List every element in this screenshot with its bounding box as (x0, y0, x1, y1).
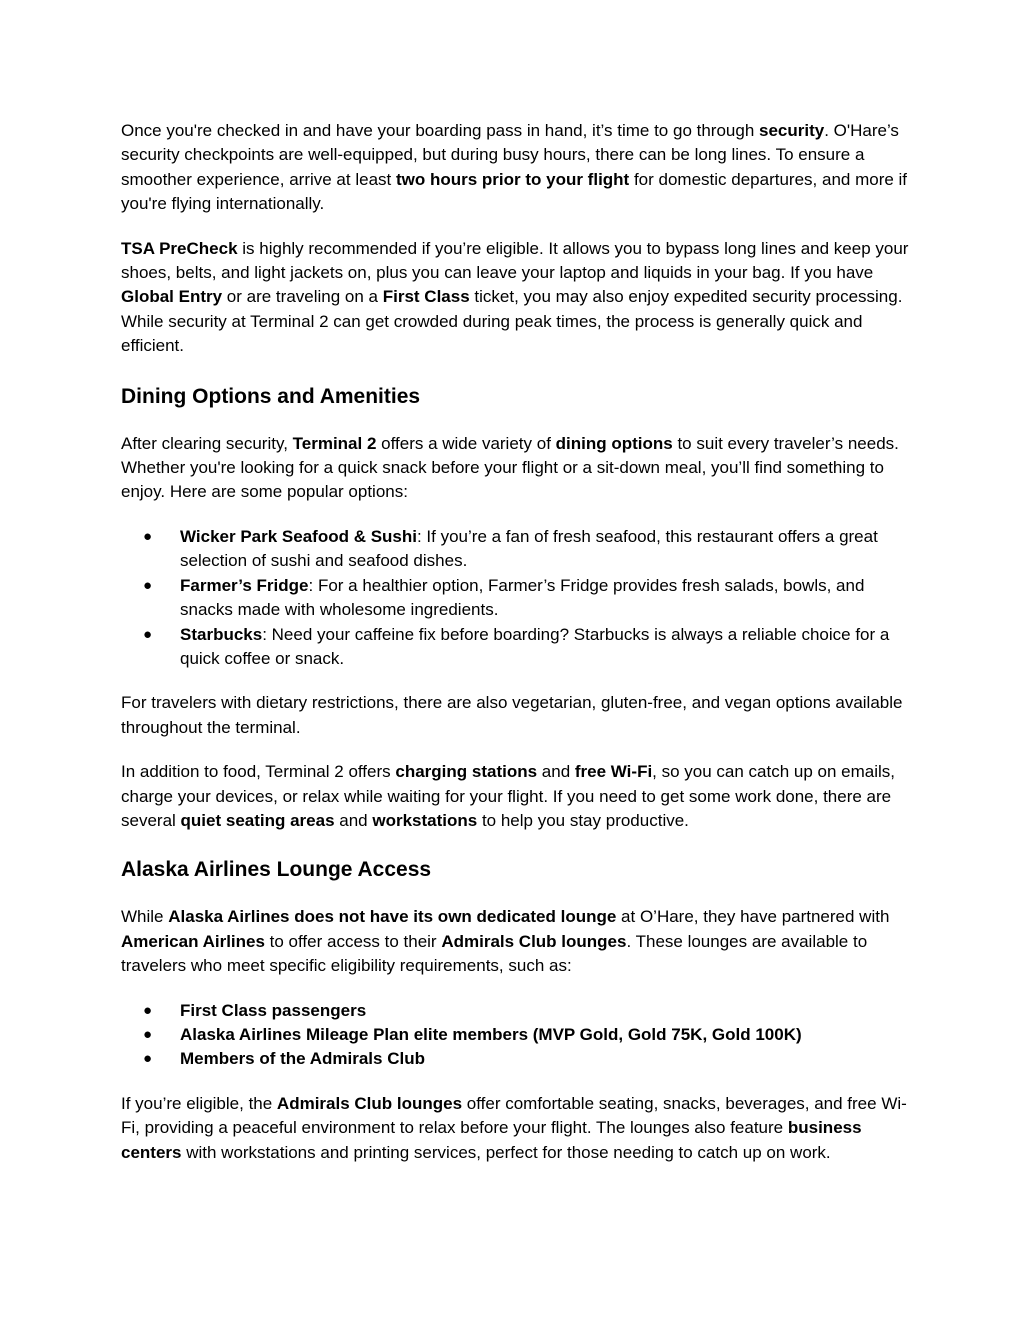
list-item-title: First Class passengers (180, 1000, 367, 1020)
dining-list (121, 525, 911, 671)
list-item (121, 999, 911, 1023)
list-item: ● Farmer’s Fridge: For a healthier option, Farmer’s Fridge provides fresh salads, bowls, and snacks made with wholesome ingredients. (143, 575, 865, 620)
bullet-icon: ● (143, 1050, 153, 1068)
quiet-seating-emphasis: quiet seating areas (180, 810, 335, 830)
security-emphasis: security (759, 121, 825, 140)
lounge-eligibility-list (121, 999, 911, 1072)
bullet-icon: ● (143, 625, 153, 643)
list-item-title: Farmer’s Fridge (180, 575, 309, 595)
bullet-icon: ● (143, 527, 153, 545)
global-entry-emphasis: Global Entry (121, 287, 223, 307)
list-item (121, 1047, 911, 1071)
dining-heading: Dining Options and Amenities (121, 384, 421, 408)
lounge-heading: Alaska Airlines Lounge Access (121, 858, 432, 882)
dietary-paragraph: For travelers with dietary restrictions, there are also vegetarian, gluten-free, and vegan options available throughout the terminal. (121, 693, 903, 737)
precheck-paragraph: TSA PreCheck is highly recommended if you’re eligible. It allows you to bypass long lines and keep your shoes, belts, and light jackets on, plus you can leave your laptop and liquids in your bag. If you have Global Entry or are traveling on a First Class ticket, you may also enjoy expedited security processing. While security at Terminal 2 can get crowded during peak times, the process is generally quick and efficient. (121, 238, 909, 356)
first-class-emphasis: First Class (382, 287, 470, 307)
no-dedicated-lounge-emphasis: Alaska Airlines does not have its own dedicated lounge (168, 907, 617, 927)
admirals-club-lounges-emphasis: Admirals Club lounges (276, 1093, 463, 1113)
two-hours-emphasis: two hours prior to your flight (395, 169, 630, 189)
security-paragraph: Once you're checked in and have your boarding pass in hand, it’s time to go through security. O'Hare’s security checkpoints are well-equipped, but during busy hours, there can be long lines. To ensure a smoother experience, arrive at least two hours prior to your flight for domestic departures, and more if you're flying internationally. (121, 121, 908, 214)
tsa-precheck-emphasis: TSA PreCheck (121, 238, 238, 258)
dining-paragraph: After clearing security, Terminal 2 offers a wide variety of dining options to suit every traveler’s needs. Whether you're looking for a quick snack before your flight or a sit-down meal, you’ll find something to enjoy. Here are some popular options: (121, 433, 899, 502)
bullet-icon: ● (143, 576, 153, 594)
american-airlines-emphasis: American Airlines (121, 931, 265, 951)
document-page (121, 119, 911, 1185)
lounge-paragraph: While Alaska Airlines does not have its own dedicated lounge at O’Hare, they have partnered with American Airlines to offer access to their Admirals Club lounges. These lounges are available to travelers who meet specific eligibility requirements, such as: (121, 907, 890, 976)
bullet-icon: ● (143, 1001, 153, 1019)
list-item-title: Starbucks (180, 624, 263, 644)
list-item: ● Starbucks: Need your caffeine fix before boarding? Starbucks is always a reliable choice for a quick coffee or snack. (143, 624, 890, 668)
admirals-club-emphasis: Admirals Club lounges (441, 931, 627, 951)
list-item-title: Members of the Admirals Club (180, 1049, 425, 1069)
free-wifi-emphasis: free Wi-Fi (574, 762, 653, 782)
list-item-title: Wicker Park Seafood & Sushi (180, 526, 417, 546)
workstations-emphasis: workstations (372, 810, 478, 830)
amenities-paragraph: In addition to food, Terminal 2 offers charging stations and free Wi-Fi, so you can catch up on emails, charge your devices, or relax while waiting for your flight. If you need to get some work done, there are several quiet seating areas and workstations to help you stay productive. (121, 762, 896, 830)
list-item (121, 1023, 911, 1047)
dining-options-emphasis: dining options (555, 433, 673, 453)
list-item-title: Alaska Airlines Mileage Plan elite members (MVP Gold, Gold 75K, Gold 100K) (180, 1024, 802, 1044)
bullet-icon: ● (143, 1025, 153, 1043)
charging-stations-emphasis: charging stations (395, 762, 538, 782)
terminal-2-emphasis: Terminal 2 (292, 433, 377, 453)
list-item: ● Wicker Park Seafood & Sushi: If you’re a fan of fresh seafood, this restaurant offers a great selection of sushi and seafood dishes. (143, 526, 878, 571)
business-centers-emphasis: business centers (121, 1118, 862, 1162)
eligible-paragraph: If you’re eligible, the Admirals Club lounges offer comfortable seating, snacks, beverages, and free Wi-Fi, providing a peaceful environment to relax before your flight. The lounges also feature business centers with workstations and printing services, perfect for those needing to catch up on work. (121, 1093, 907, 1162)
